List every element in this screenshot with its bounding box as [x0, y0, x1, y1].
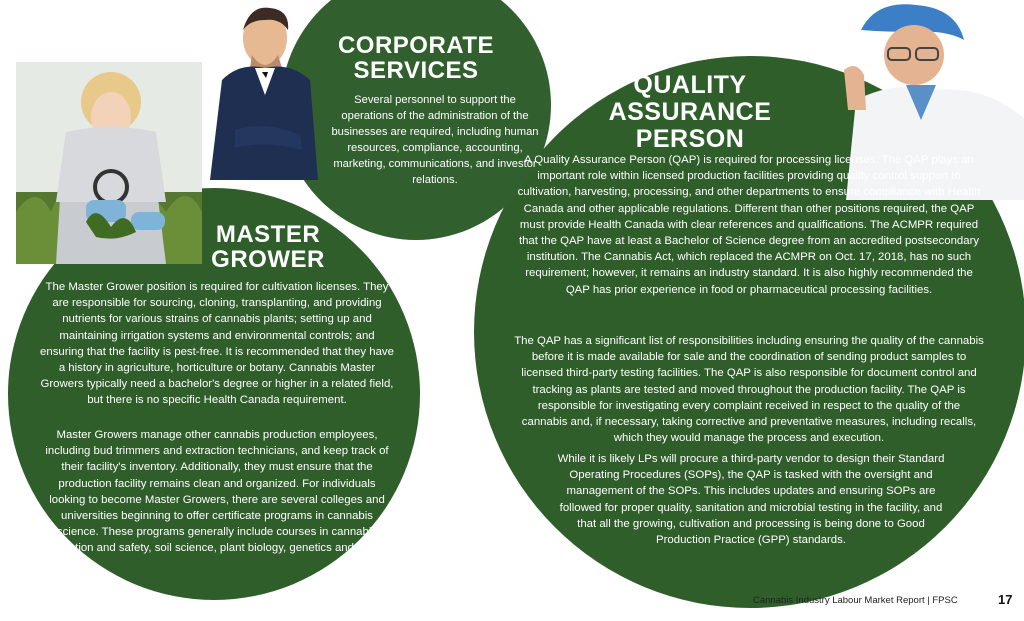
master-grower-paragraph: Master Growers manage other cannabis production employees, including bud trimmers and extraction technicians, and keep track of their facility's inventory. Additionally, they must ensure that the production facility remains clean and organized. For individuals looking to become Master Growers, there are several colleges and universities beginning to offer certificate programs in cannabis science. These programs generally include courses in cannabis production and safety, soil science, plant biology, genetics and botany.: [40, 429, 394, 555]
grower-photo: [16, 62, 202, 264]
master-grower-paragraph: The Master Grower position is required for cultivation licenses. They are responsible for sourcing, cloning, transplanting, and providing nutrients for various strains of cannabis plants; setting up and maintaining irrigation systems and environmental controls; and ensuring that the facility is pest-free. It is recommended that they have a history in agriculture, horticulture or botany. Cannabis Master Growers typically need a bachelor's degree or higher in a related field, but there is no specific Health Canada requirement.: [40, 281, 394, 407]
qa-paragraph: The QAP has a significant list of responsibilities including ensuring the quality of the cannabis before it is made available for sale and the coordination of sending product samples to licensed third-party testing facilities. The QAP is also responsible for document control and tracking as plants are tested and moved throughout the production facility. The QAP is responsible for investigating every complaint received in respect to the quality of the cannabis and, if necessary, taking corrective and preventative measures, including recalls, which they would manage the process and execution.: [514, 335, 984, 445]
footer-report-title: Cannabis Industry Labour Market Report | FPSC: [753, 595, 958, 606]
qa-paragraph: While it is likely LPs will procure a third-party vendor to design their Standard Operating Procedures (SOPs), the QAP is tasked with the oversight and management of the SOPs. This includes updates and ensuring SOPs are followed for proper quality, sanitation and microbial testing in the facility, and that all the growing, cultivation and processing is being done to Good Production Practice (GPP) standards.: [557, 453, 945, 547]
page-number: 17: [998, 592, 1013, 607]
corporate-services-title: CORPORATE SERVICES: [337, 32, 495, 84]
businessman-photo: [210, 0, 318, 180]
quality-assurance-title: QUALITY ASSURANCE PERSON: [608, 71, 772, 153]
master-grower-title: MASTER GROWER: [211, 221, 325, 273]
qa-paragraph: A Quality Assurance Person (QAP) is required for processing licenses. The QAP plays an important role within licensed production facilities providing quality control support to cultivation, harvesting, processing, and other departments to ensure compliance with Health Canada and other applicable regulations. Different than other positions required, the QAP must provide Health Canada with clear references and qualifications. The ACMPR required that the QAP have at least a Bachelor of Science degree from an accredited postsecondary institution. The Cannabis Act, which replaced the ACMPR on Oct. 17, 2018, has no such requirement; however, it remains an industry standard. It is also highly recommended the QAP has prior experience in food or pharmaceutical processing facilities.: [517, 154, 981, 296]
corporate-services-text: Several personnel to support the operations of the administration of the businesses are required, including human resources, compliance, accounting, marketing, communications, and investor relations.: [331, 94, 539, 186]
